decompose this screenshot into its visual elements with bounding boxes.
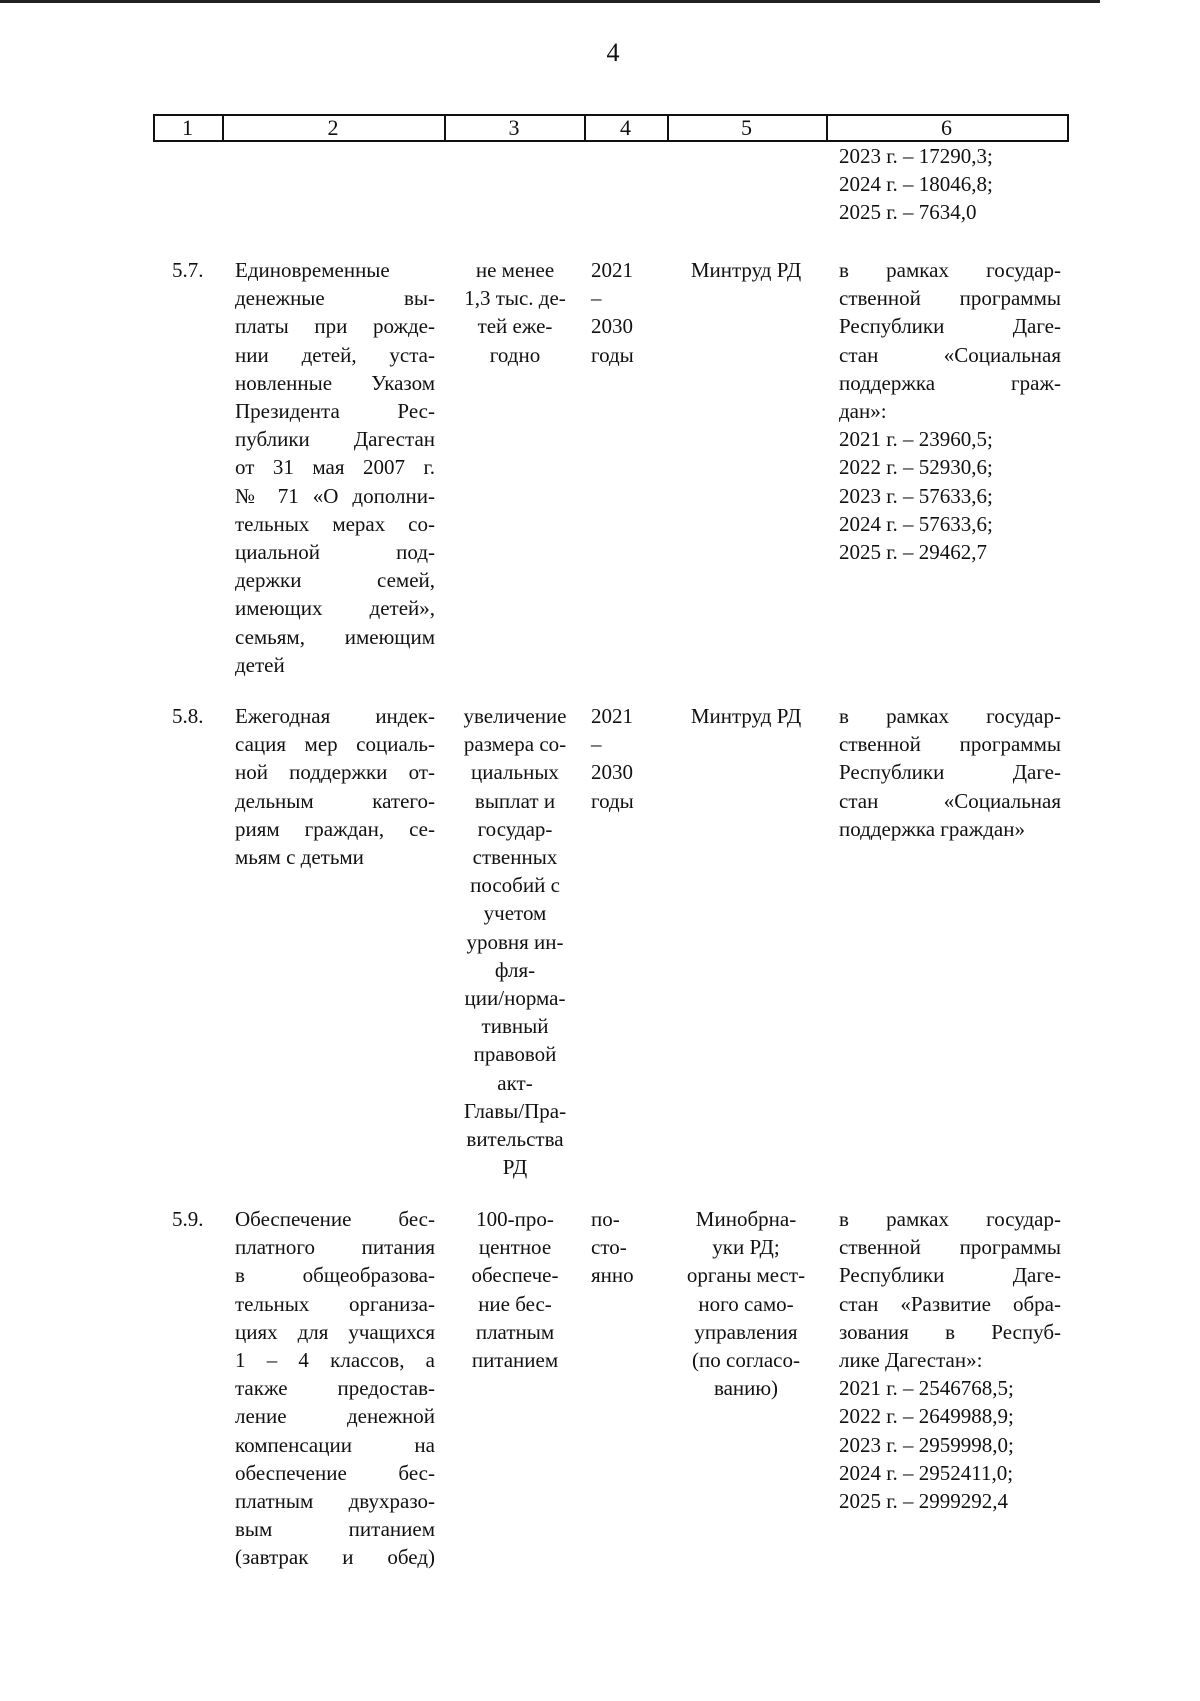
text-line: вым питанием bbox=[235, 1517, 435, 1542]
responsible-executor bbox=[676, 702, 816, 730]
text-line: 2022 г. – 52930,6; bbox=[839, 455, 993, 480]
header-col-4: 4 bbox=[620, 115, 631, 140]
implementation-period bbox=[591, 256, 659, 369]
text-line: от 31 мая 2007 г. bbox=[235, 455, 435, 480]
text-line: тельных мерах со- bbox=[235, 511, 435, 536]
text-line: детей bbox=[235, 652, 285, 677]
text-line: вительства bbox=[466, 1127, 564, 1152]
text-line: 2021 г. – 23960,5; bbox=[839, 427, 993, 452]
text-line: ванию) bbox=[713, 1376, 779, 1401]
target-indicator bbox=[452, 1205, 578, 1374]
text-line: Главы/Пра- bbox=[463, 1098, 567, 1123]
text-line: государ- bbox=[477, 816, 553, 841]
carryover-funding bbox=[839, 142, 1061, 227]
text-line: платного питания bbox=[235, 1235, 435, 1260]
funding-source bbox=[839, 1205, 1061, 1515]
text-line: ственной программы bbox=[839, 1235, 1061, 1260]
responsible-executor bbox=[676, 256, 816, 284]
text-line: годы bbox=[591, 342, 634, 367]
text-line: 1,3 тыс. де- bbox=[464, 286, 566, 311]
target-indicator bbox=[452, 256, 578, 369]
text-line: семьям, имеющим bbox=[235, 624, 435, 649]
text-line: ственных bbox=[472, 845, 558, 870]
row-number: 5.9. bbox=[172, 1207, 204, 1231]
text-line: платы при рожде- bbox=[235, 314, 435, 339]
text-line: Минтруд РД bbox=[690, 704, 802, 728]
row-number: 5.7. bbox=[172, 258, 204, 282]
text-line: 2023 г. – 2959998,0; bbox=[839, 1432, 1014, 1457]
text-line: в рамках государ- bbox=[839, 258, 1061, 282]
text-line: держки семей, bbox=[235, 568, 435, 593]
text-line: 2025 г. – 29462,7 bbox=[839, 540, 987, 565]
text-line: стан «Развитие обра- bbox=[839, 1291, 1061, 1316]
funding-line: 2024 г. – 18046,8; bbox=[839, 172, 993, 197]
page-number: 4 bbox=[606, 38, 620, 67]
text-line: также предостав- bbox=[235, 1376, 435, 1401]
funding-source bbox=[839, 702, 1061, 843]
text-line: сация мер социаль- bbox=[235, 732, 435, 757]
text-line: центное bbox=[478, 1235, 552, 1260]
text-line: обеспечение бес- bbox=[235, 1460, 435, 1485]
text-line: управления bbox=[694, 1319, 798, 1344]
text-line: компенсации на bbox=[235, 1432, 435, 1457]
text-line: Обеспечение бес- bbox=[235, 1207, 435, 1231]
text-line: – bbox=[591, 286, 602, 311]
text-line: акт- bbox=[497, 1070, 533, 1095]
text-line: сто- bbox=[591, 1235, 627, 1260]
text-line: риям граждан, се- bbox=[235, 816, 435, 841]
header-col-1: 1 bbox=[182, 115, 193, 140]
text-line: Республики Даге- bbox=[839, 1263, 1061, 1288]
text-line: в общеобразова- bbox=[235, 1263, 435, 1288]
responsible-executor bbox=[676, 1205, 816, 1402]
text-line: обеспече- bbox=[471, 1263, 559, 1288]
header-col-2: 2 bbox=[327, 115, 339, 140]
text-line: по- bbox=[591, 1207, 620, 1231]
text-line: поддержка граждан» bbox=[839, 816, 1025, 841]
text-line: тивный bbox=[481, 1014, 549, 1039]
text-line: учетом bbox=[483, 901, 547, 926]
text-line: 2022 г. – 2649988,9; bbox=[839, 1404, 1014, 1429]
text-line: в рамках государ- bbox=[839, 704, 1061, 728]
header-col-5: 5 bbox=[741, 115, 752, 140]
text-line: нии детей, уста- bbox=[235, 342, 435, 367]
text-line: лике Дагестан»: bbox=[839, 1348, 983, 1373]
text-line: уровня ин- bbox=[466, 929, 564, 954]
text-line: № 71 «О дополни- bbox=[235, 483, 435, 508]
page-top-edge bbox=[0, 0, 1100, 3]
text-line: Ежегодная индек- bbox=[235, 704, 435, 728]
text-line: 2021 bbox=[591, 258, 633, 282]
text-line: Минтруд РД bbox=[690, 258, 802, 282]
text-line: тельных организа- bbox=[235, 1291, 435, 1316]
text-line: 2030 bbox=[591, 760, 633, 785]
text-line: дельным катего- bbox=[235, 788, 435, 813]
text-line: 1 – 4 классов, а bbox=[235, 1348, 435, 1373]
text-line: денежные вы- bbox=[235, 286, 435, 311]
text-line: Президента Рес- bbox=[235, 399, 435, 424]
row-number: 5.8. bbox=[172, 704, 204, 728]
text-line: размера со- bbox=[463, 732, 567, 757]
text-line: Минобрна- bbox=[695, 1207, 797, 1231]
text-line: тей еже- bbox=[477, 314, 553, 339]
text-line: стан «Социальная bbox=[839, 342, 1061, 367]
text-line: циальной под- bbox=[235, 540, 435, 565]
funding-line: 2023 г. – 17290,3; bbox=[839, 144, 993, 168]
text-line: Республики Даге- bbox=[839, 760, 1061, 785]
text-line: 2021 г. – 2546768,5; bbox=[839, 1376, 1014, 1401]
text-line: новленные Указом bbox=[235, 370, 435, 395]
text-line: имеющих детей», bbox=[235, 596, 435, 621]
text-line: стан «Социальная bbox=[839, 788, 1061, 813]
text-line: публики Дагестан bbox=[235, 427, 435, 452]
text-line: ственной программы bbox=[839, 732, 1061, 757]
text-line: не менее bbox=[475, 258, 555, 282]
text-line: годно bbox=[489, 342, 541, 367]
implementation-period bbox=[591, 702, 659, 815]
text-line: РД bbox=[502, 1155, 528, 1180]
measure-name bbox=[235, 702, 435, 871]
text-line: платным bbox=[475, 1319, 555, 1344]
text-line: – bbox=[591, 732, 602, 757]
text-line: ление денежной bbox=[235, 1404, 435, 1429]
text-line: органы мест- bbox=[686, 1263, 806, 1288]
text-line: (завтрак и обед) bbox=[235, 1545, 435, 1570]
text-line: дан»: bbox=[839, 399, 887, 424]
text-line: уки РД; bbox=[712, 1235, 780, 1260]
text-line: циях для учащихся bbox=[235, 1319, 435, 1344]
implementation-period bbox=[591, 1205, 659, 1290]
target-indicator bbox=[452, 702, 578, 1181]
text-line: фля- bbox=[494, 957, 536, 982]
text-line: янно bbox=[591, 1263, 634, 1288]
text-line: платным двухразо- bbox=[235, 1489, 435, 1514]
text-line: Республики Даге- bbox=[839, 314, 1061, 339]
text-line: 2023 г. – 57633,6; bbox=[839, 483, 993, 508]
text-line: Единовременные bbox=[235, 258, 390, 282]
text-line: 2021 bbox=[591, 704, 633, 728]
text-line: мьям с детьми bbox=[235, 845, 364, 870]
text-line: 100-про- bbox=[476, 1207, 554, 1231]
funding-source bbox=[839, 256, 1061, 566]
text-line: ственной программы bbox=[839, 286, 1061, 311]
text-line: увеличение bbox=[463, 704, 567, 728]
text-line: (по согласо- bbox=[692, 1348, 800, 1373]
text-line: годы bbox=[591, 788, 634, 813]
text-line: циальных bbox=[471, 760, 559, 785]
text-line: в рамках государ- bbox=[839, 1207, 1061, 1231]
text-line: зования в Респуб- bbox=[839, 1319, 1061, 1344]
header-col-6: 6 bbox=[941, 115, 952, 140]
text-line: ние бес- bbox=[478, 1291, 552, 1316]
table-header bbox=[153, 114, 1069, 142]
text-line: 2024 г. – 57633,6; bbox=[839, 511, 993, 536]
measure-name bbox=[235, 1205, 435, 1572]
text-line: выплат и bbox=[474, 788, 556, 813]
measure-name bbox=[235, 256, 435, 679]
header-col-3: 3 bbox=[508, 115, 520, 140]
text-line: правовой bbox=[473, 1042, 557, 1067]
funding-line: 2025 г. – 7634,0 bbox=[839, 200, 977, 225]
text-line: питанием bbox=[471, 1348, 559, 1373]
text-line: ной поддержки от- bbox=[235, 760, 435, 785]
text-line: пособий с bbox=[470, 873, 560, 898]
text-line: поддержка граж- bbox=[839, 370, 1061, 395]
text-line: ного само- bbox=[698, 1291, 794, 1316]
text-line: ции/норма- bbox=[464, 986, 566, 1011]
header-divider bbox=[1067, 114, 1069, 142]
text-line: 2030 bbox=[591, 314, 633, 339]
text-line: 2024 г. – 2952411,0; bbox=[839, 1460, 1014, 1485]
text-line: 2025 г. – 2999292,4 bbox=[839, 1489, 1008, 1514]
